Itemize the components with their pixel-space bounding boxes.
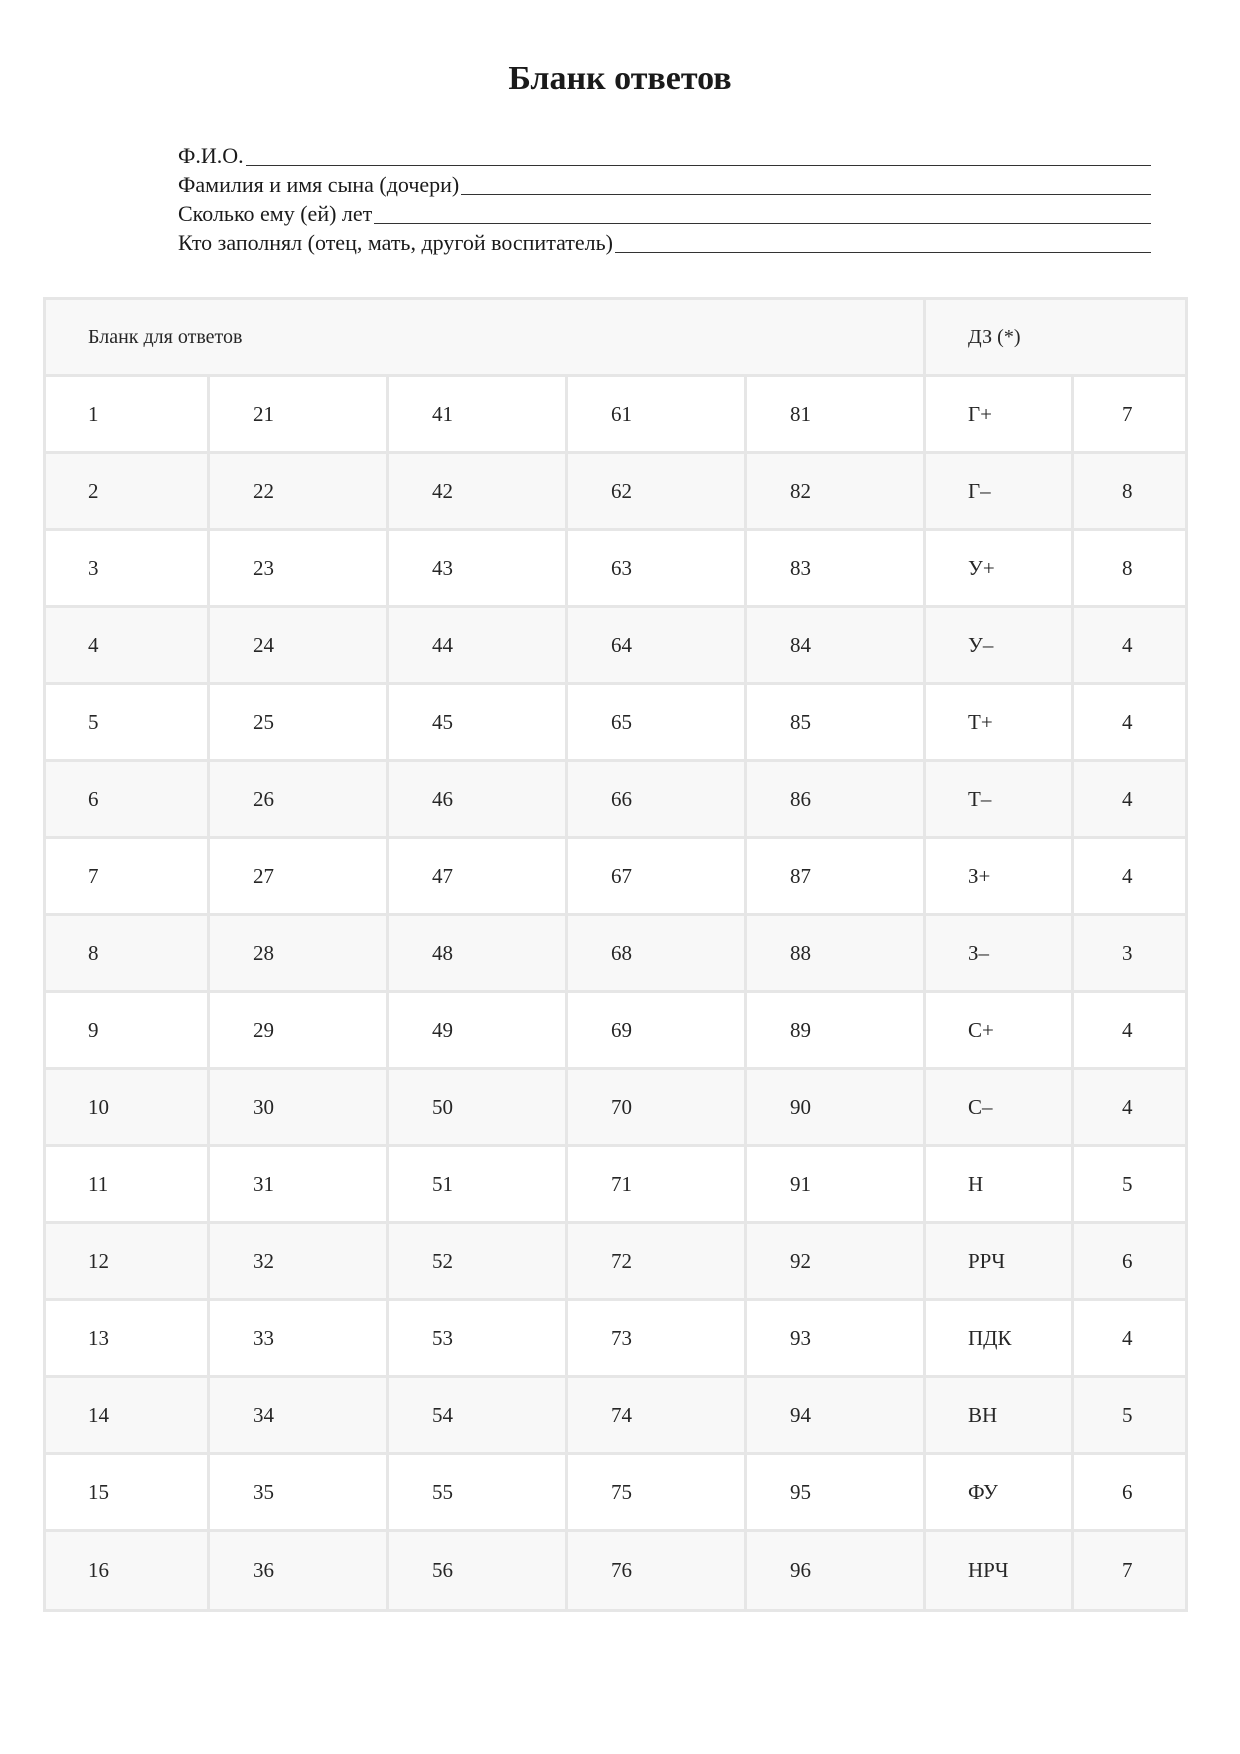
answer-cell[interactable]: 6	[46, 762, 210, 839]
answer-cell[interactable]: 56	[389, 1532, 568, 1609]
field-child-name-line[interactable]	[461, 174, 1151, 195]
answer-cell[interactable]: 87	[747, 839, 926, 916]
answer-cell[interactable]: 76	[568, 1532, 747, 1609]
answer-cell[interactable]: 88	[747, 916, 926, 993]
answer-cell[interactable]: 31	[210, 1147, 389, 1224]
table-row	[46, 839, 1185, 916]
field-full-name[interactable]	[178, 140, 1151, 169]
answer-cell[interactable]: 62	[568, 454, 747, 531]
answer-cell[interactable]: 70	[568, 1070, 747, 1147]
answer-cell[interactable]: 86	[747, 762, 926, 839]
answer-cell[interactable]: 33	[210, 1301, 389, 1378]
dz-value-cell: 6	[1074, 1224, 1185, 1301]
dz-code-cell: У+	[926, 531, 1074, 608]
answer-cell[interactable]: 35	[210, 1455, 389, 1532]
table-row	[46, 531, 1185, 608]
table-row	[46, 377, 1185, 454]
dz-code-cell: З–	[926, 916, 1074, 993]
answer-cell[interactable]: 28	[210, 916, 389, 993]
answer-cell[interactable]: 29	[210, 993, 389, 1070]
answer-cell[interactable]: 12	[46, 1224, 210, 1301]
answer-cell[interactable]: 47	[389, 839, 568, 916]
answer-cell[interactable]: 46	[389, 762, 568, 839]
table-row	[46, 454, 1185, 531]
dz-code-cell: С–	[926, 1070, 1074, 1147]
answer-cell[interactable]: 93	[747, 1301, 926, 1378]
dz-value-cell: 8	[1074, 531, 1185, 608]
answer-cell[interactable]: 8	[46, 916, 210, 993]
dz-value-cell: 4	[1074, 1301, 1185, 1378]
answer-cell[interactable]: 10	[46, 1070, 210, 1147]
field-child-name-label: Фамилия и имя сына (дочери)	[178, 172, 460, 197]
dz-code-cell: Г+	[926, 377, 1074, 454]
answer-cell[interactable]: 2	[46, 454, 210, 531]
answer-cell[interactable]: 83	[747, 531, 926, 608]
answer-cell[interactable]: 36	[210, 1532, 389, 1609]
answer-cell[interactable]: 48	[389, 916, 568, 993]
answer-cell[interactable]: 82	[747, 454, 926, 531]
answer-cell[interactable]: 15	[46, 1455, 210, 1532]
dz-code-cell: РРЧ	[926, 1224, 1074, 1301]
table-row	[46, 1301, 1185, 1378]
dz-value-cell: 4	[1074, 685, 1185, 762]
answer-cell[interactable]: 30	[210, 1070, 389, 1147]
dz-code-cell: Т+	[926, 685, 1074, 762]
answer-cell[interactable]: 52	[389, 1224, 568, 1301]
answer-cell[interactable]: 55	[389, 1455, 568, 1532]
field-full-name-line[interactable]	[246, 145, 1151, 166]
dz-value-cell: 4	[1074, 608, 1185, 685]
answer-cell[interactable]: 65	[568, 685, 747, 762]
answer-cell[interactable]: 25	[210, 685, 389, 762]
answer-cell[interactable]: 24	[210, 608, 389, 685]
dz-code-cell: ФУ	[926, 1455, 1074, 1532]
answer-cell[interactable]: 64	[568, 608, 747, 685]
answer-cell[interactable]: 74	[568, 1378, 747, 1455]
respondent-info-fields	[178, 140, 1151, 256]
dz-code-cell: С+	[926, 993, 1074, 1070]
header-dz: ДЗ (*)	[926, 300, 1185, 377]
answer-cell[interactable]: 81	[747, 377, 926, 454]
dz-code-cell: ПДК	[926, 1301, 1074, 1378]
answer-cell[interactable]: 42	[389, 454, 568, 531]
answer-cell[interactable]: 14	[46, 1378, 210, 1455]
answer-table	[43, 297, 1188, 1612]
answer-cell[interactable]: 72	[568, 1224, 747, 1301]
dz-value-cell: 4	[1074, 839, 1185, 916]
table-row	[46, 762, 1185, 839]
dz-value-cell: 6	[1074, 1455, 1185, 1532]
field-full-name-label: Ф.И.О.	[178, 143, 244, 168]
answer-cell[interactable]: 16	[46, 1532, 210, 1609]
answer-cell[interactable]: 69	[568, 993, 747, 1070]
answer-cell[interactable]: 96	[747, 1532, 926, 1609]
dz-value-cell: 5	[1074, 1378, 1185, 1455]
dz-value-cell: 7	[1074, 377, 1185, 454]
answer-cell[interactable]: 66	[568, 762, 747, 839]
field-child-age-line[interactable]	[374, 203, 1151, 224]
answer-cell[interactable]: 41	[389, 377, 568, 454]
answer-cell[interactable]: 71	[568, 1147, 747, 1224]
answer-cell[interactable]: 4	[46, 608, 210, 685]
answer-cell[interactable]: 67	[568, 839, 747, 916]
table-row	[46, 1070, 1185, 1147]
answer-cell[interactable]: 26	[210, 762, 389, 839]
answer-cell[interactable]: 7	[46, 839, 210, 916]
answer-cell[interactable]: 92	[747, 1224, 926, 1301]
answer-cell[interactable]: 27	[210, 839, 389, 916]
answer-cell[interactable]: 49	[389, 993, 568, 1070]
answer-cell[interactable]: 95	[747, 1455, 926, 1532]
table-row	[46, 1532, 1185, 1609]
answer-cell[interactable]: 43	[389, 531, 568, 608]
answer-cell[interactable]: 45	[389, 685, 568, 762]
table-header-row	[46, 300, 1185, 377]
dz-value-cell: 3	[1074, 916, 1185, 993]
table-row	[46, 1455, 1185, 1532]
answer-cell[interactable]: 90	[747, 1070, 926, 1147]
table-row	[46, 685, 1185, 762]
answer-cell[interactable]: 23	[210, 531, 389, 608]
field-child-age-label: Сколько ему (ей) лет	[178, 201, 373, 226]
answer-cell[interactable]: 1	[46, 377, 210, 454]
answer-cell[interactable]: 89	[747, 993, 926, 1070]
page-title: Бланк ответов	[508, 60, 732, 97]
field-filled-by[interactable]	[178, 227, 1151, 256]
field-child-name[interactable]	[178, 169, 1151, 198]
answer-cell[interactable]: 51	[389, 1147, 568, 1224]
answer-cell[interactable]: 5	[46, 685, 210, 762]
field-filled-by-line[interactable]	[615, 232, 1151, 253]
answer-cell[interactable]: 73	[568, 1301, 747, 1378]
answer-cell[interactable]: 63	[568, 531, 747, 608]
answer-cell[interactable]: 50	[389, 1070, 568, 1147]
dz-code-cell: Г–	[926, 454, 1074, 531]
dz-code-cell: НРЧ	[926, 1532, 1074, 1609]
dz-code-cell: Т–	[926, 762, 1074, 839]
answer-cell[interactable]: 75	[568, 1455, 747, 1532]
answer-cell[interactable]: 13	[46, 1301, 210, 1378]
answer-cell[interactable]: 9	[46, 993, 210, 1070]
dz-code-cell: ВН	[926, 1378, 1074, 1455]
answer-cell[interactable]: 54	[389, 1378, 568, 1455]
answer-cell[interactable]: 84	[747, 608, 926, 685]
table-row	[46, 916, 1185, 993]
table-row	[46, 993, 1185, 1070]
answer-cell[interactable]: 22	[210, 454, 389, 531]
dz-code-cell: З+	[926, 839, 1074, 916]
dz-value-cell: 5	[1074, 1147, 1185, 1224]
answer-cell[interactable]: 11	[46, 1147, 210, 1224]
dz-code-cell: У–	[926, 608, 1074, 685]
answer-cell[interactable]: 68	[568, 916, 747, 993]
table-row	[46, 608, 1185, 685]
table-row	[46, 1147, 1185, 1224]
field-child-age[interactable]	[178, 198, 1151, 227]
answer-cell[interactable]: 3	[46, 531, 210, 608]
answer-cell[interactable]: 85	[747, 685, 926, 762]
dz-value-cell: 4	[1074, 1070, 1185, 1147]
dz-value-cell: 7	[1074, 1532, 1185, 1609]
table-row	[46, 1224, 1185, 1301]
answer-cell[interactable]: 53	[389, 1301, 568, 1378]
answer-cell[interactable]: 32	[210, 1224, 389, 1301]
table-row	[46, 1378, 1185, 1455]
dz-value-cell: 4	[1074, 762, 1185, 839]
answer-cell[interactable]: 91	[747, 1147, 926, 1224]
dz-value-cell: 4	[1074, 993, 1185, 1070]
answer-cell[interactable]: 44	[389, 608, 568, 685]
dz-value-cell: 8	[1074, 454, 1185, 531]
header-answers: Бланк для ответов	[46, 300, 926, 377]
field-filled-by-label: Кто заполнял (отец, мать, другой воспитатель)	[178, 230, 614, 255]
dz-code-cell: Н	[926, 1147, 1074, 1224]
answer-cell[interactable]: 34	[210, 1378, 389, 1455]
answer-cell[interactable]: 61	[568, 377, 747, 454]
answer-cell[interactable]: 21	[210, 377, 389, 454]
answer-cell[interactable]: 94	[747, 1378, 926, 1455]
